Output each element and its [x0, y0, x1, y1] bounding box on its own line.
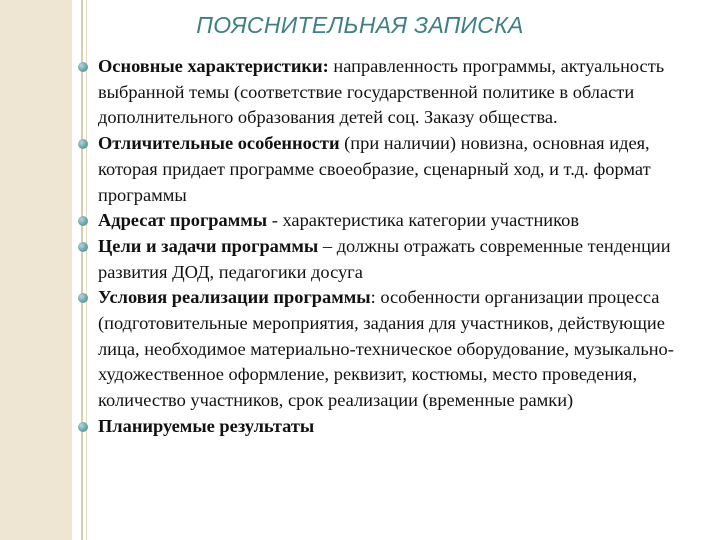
bullet-icon: [78, 242, 88, 252]
list-item-goals: [76, 234, 710, 285]
list-item-conditions: [76, 285, 710, 414]
item-text: направленность программы, актуальность выбранной темы (соответствие государственной политике в области дополнительного образования детей соц. Заказу общества.: [98, 56, 665, 128]
page-title: ПОЯСНИТЕЛЬНАЯ ЗАПИСКА: [196, 12, 524, 38]
list-item-expected-results: [76, 414, 710, 440]
item-text: – должны отражать современные тенденции развития ДОД, педагогики досуга: [98, 235, 671, 282]
item-text: - характеристика категории участников: [267, 210, 580, 231]
bullet-icon: [78, 293, 88, 303]
item-heading: Условия реализации программы: [98, 287, 371, 308]
bullet-list: [76, 54, 710, 440]
item-heading: Адресат программы: [98, 210, 268, 231]
bullet-icon: [78, 139, 88, 149]
list-item-audience: [76, 208, 710, 234]
item-text: (при наличии) новизна, основная идея, которая придает программе своеобразие, сценарный ход, и т.д. формат программы: [98, 133, 651, 205]
bullet-icon: [78, 422, 88, 432]
decorative-side-band: [0, 0, 72, 540]
item-heading: Планируемые результаты: [98, 415, 315, 436]
item-heading: Цели и задачи программы: [98, 235, 319, 256]
item-heading: Отличительные особенности: [98, 133, 340, 154]
bullet-icon: [78, 216, 88, 226]
list-item-distinctive-features: [76, 131, 710, 208]
item-text: : особенности организации процесса (подготовительные мероприятия, задания для участников, действующие лица, необходимое материально-техническое оборудование, музыкально-художественное оформление, реквизит, костюмы, место проведения, количество участников, срок реализации (временные рамки): [98, 287, 674, 411]
item-heading: Основные характеристики:: [98, 56, 329, 76]
list-item-main-characteristics: [76, 54, 710, 131]
bullet-icon: [78, 62, 88, 72]
